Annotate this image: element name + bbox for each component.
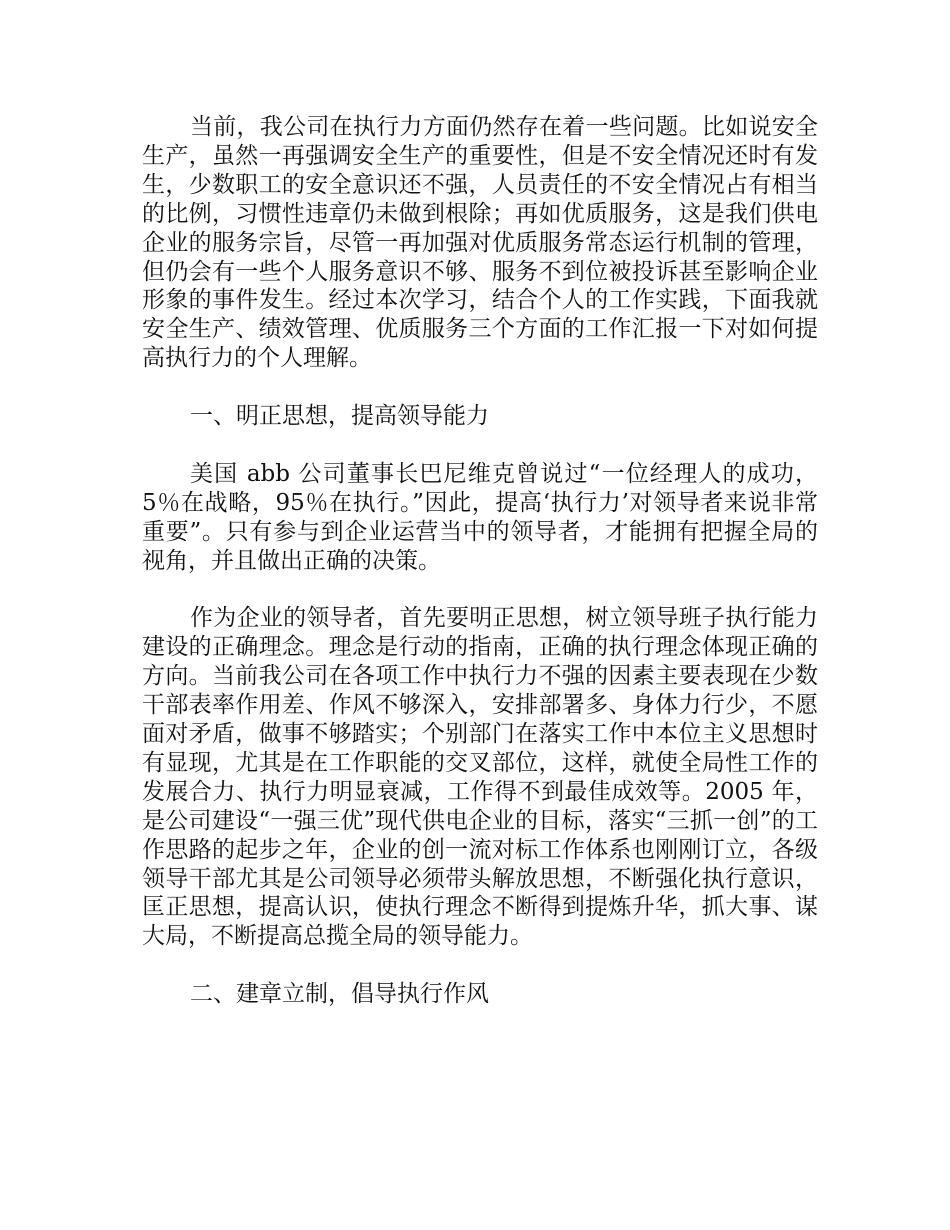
section-heading-2: 二、建章立制，倡导执行作风	[190, 981, 489, 1008]
paragraph-spacer	[142, 373, 818, 402]
section-heading-1: 一、明正思想，提高领导能力	[190, 403, 489, 430]
paragraph-spacer	[142, 951, 818, 980]
paragraph-intro: 当前，我公司在执行力方面仍然存在着一些问题。比如说安全生产，虽然一再强调安全生产的重要性，但是不安全情况还时有发生，少数职工的安全意识还不强，人员责任的不安全情况占有相当的比例，习惯性违章仍未做到根除；再如优质服务，这是我们供电企业的服务宗旨，尽管一再加强对优质服务常态运行机制的管理，但仍会有一些个人服务意识不够、服务不到位被投诉甚至影响企业形象的事件发生。经过本次学习，结合个人的工作实践，下面我就安全生产、绩效管理、优质服务三个方面的工作汇报一下对如何提高执行力的个人理解。	[142, 114, 818, 372]
document-body	[142, 113, 818, 1009]
paragraph-spacer	[142, 575, 818, 604]
paragraph-leadership: 作为企业的领导者，首先要明正思想，树立领导班子执行能力建设的正确理念。理念是行动的指南，正确的执行理念体现正确的方向。当前我公司在各项工作中执行力不强的因素主要表现在少数干部表率作用差、作风不够深入，安排部署多、身体力行少，不愿面对矛盾，做事不够踏实；个别部门在落实工作中本位主义思想时有显现，尤其是在工作职能的交叉部位，这样，就使全局性工作的发展合力、执行力明显衰减，工作得不到最佳成效等。2005 年，是公司建设“一强三优”现代供电企业的目标，落实“三抓一创”的工作思路的起步之年，企业的创一流对标工作体系也刚刚订立，各级领导干部尤其是公司领导必须带头解放思想，不断强化执行意识，匡正思想，提高认识，使执行理念不断得到提炼升华，抓大事、谋大局，不断提高总揽全局的领导能力。	[142, 605, 818, 950]
paragraph-quote: 美国 abb 公司董事长巴尼维克曾说过“一位经理人的成功，5％在战略，95％在执行。”因此，提高‘执行力’对领导者来说非常重要”。只有参与到企业运营当中的领导者，才能拥有把握全局的视角，并且做出正确的决策。	[142, 460, 818, 574]
paragraph-spacer	[142, 431, 818, 460]
